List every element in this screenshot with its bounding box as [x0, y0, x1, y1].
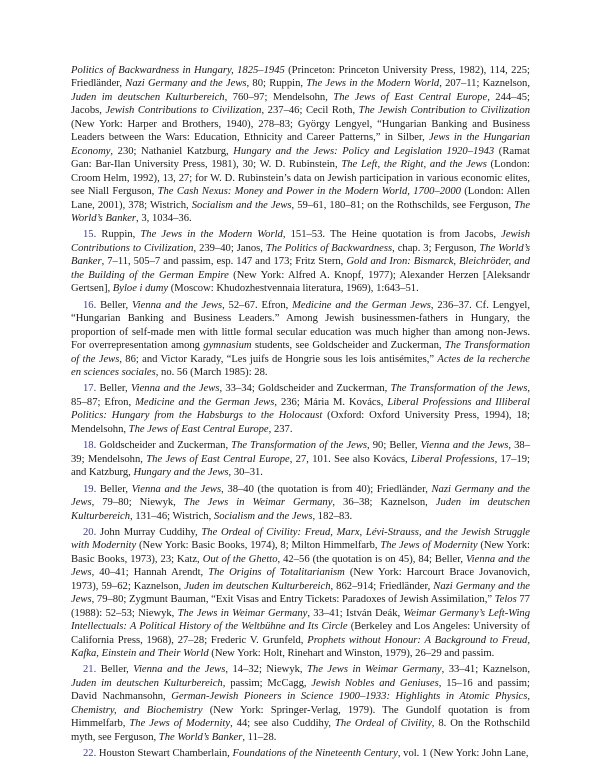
citation-title: Telos — [494, 594, 517, 606]
citation-title: Juden im deutschen Kulturbereich — [71, 677, 223, 689]
citation-text: , 33–41; István Deák, — [307, 607, 404, 619]
citation-title: Vienna and the Jews — [71, 553, 530, 579]
citation-title: Jews in the Hungarian Economy — [71, 132, 531, 157]
citation-text: , 14–32; Niewyk, — [225, 664, 308, 676]
citation-title: Nazi Germany and the Jews — [125, 78, 247, 90]
citation-text: , 8. On the Rothschild myth, see Ferguson, — [71, 718, 530, 743]
citation-text: (Princeton: Princeton University Press, 1982), 114, 225; Friedländer, — [71, 65, 530, 90]
footnote-number: 21. — [83, 664, 97, 676]
citation-text: (New York: Harcourt Brace Jovanovich, 1973), 59–62; Kaznelson, — [71, 567, 530, 592]
citation-title: Nazi Germany and the Jews — [71, 580, 530, 606]
citation-text: , 230; Nathaniel Katzburg, — [110, 145, 234, 157]
citation-title: Medicine and the German Jews — [292, 299, 431, 311]
citation-text: , 38–39; Mendelsohn, — [71, 440, 530, 465]
citation-title: Vienna and the Jews — [420, 440, 509, 452]
citation-text: , 862–914; Friedländer, — [330, 580, 434, 592]
citation-text: (New York: Basic Books, 1974), 8; Milton Himmelfarb, — [136, 540, 381, 552]
citation-title: Vienna and the Jews — [130, 383, 220, 395]
citation-title: Jewish Contributions to Civilization — [71, 229, 530, 254]
citation-title: Out of the Ghetto — [202, 553, 278, 565]
citation-title: Juden im deutschen Kulturbereich — [71, 497, 530, 522]
citation-title: Hungary and the Jews: Policy and Legislation 1920–1943 — [233, 145, 495, 157]
citation-text: Ruppin, — [96, 229, 141, 241]
citation-text: , 40–41; Hannah Arendt, — [91, 567, 209, 579]
citation-text: , 236; Mária M. Kovács, — [274, 396, 388, 408]
citation-text: (Berkeley and Los Angeles: University of California Press, 1968), 27–28; Frederic V. Grunfeld, — [71, 621, 530, 646]
citation-text: , 237–46; Cecil Roth, — [261, 105, 359, 117]
citation-title: The Transformation of the Jews — [390, 383, 528, 395]
citation-text: , vol. 1 (New York: John Lane, — [397, 748, 529, 760]
citation-title: The Transformation of the Jews — [231, 440, 368, 452]
citation-text: , 44; see also Cuddihy, — [230, 718, 336, 730]
citation-title: Juden im deutschen Kulturbereich — [184, 580, 331, 592]
citation-title: The Politics of Backwardness — [265, 242, 393, 254]
citation-text: , 131–46; Wistrich, — [130, 510, 214, 522]
citation-title: The Cash Nexus: Money and Power in the Modern World, 1700–2000 — [157, 186, 461, 198]
citation-text: Beller, — [96, 483, 132, 495]
footnote — [71, 299, 530, 380]
citation-title: The Transformation of the Jews — [71, 340, 530, 365]
footnote-number: 20. — [83, 526, 97, 538]
citation-title: German-Jewish Pioneers in Science 1900–1933: Highlights in Atomic Physics, Chemistry, and Biochemistry — [71, 691, 530, 716]
citation-text: (London: Allen Lane, 2001), 378; Wistrich, — [71, 186, 530, 211]
citation-text: Houston Stewart Chamberlain, — [96, 748, 233, 760]
citation-title: gymnasium — [203, 340, 252, 352]
citation-text: (Ramat Gan: Bar-Ilan University Press, 1981), 30; W. D. Rubinstein, — [71, 145, 530, 171]
footnote-number: 15. — [83, 229, 97, 241]
citation-text: (Moscow: Khudozhestvennaia literatura, 1969), 1:643–51. — [168, 283, 419, 295]
citation-text: , 207–11; Kaznelson, — [439, 78, 531, 90]
citation-title: The Jews in the Modern World — [306, 78, 440, 90]
citation-text: , 151–53. The Heine quotation is from Jacobs, — [282, 229, 502, 241]
citation-title: The World’s Banker — [71, 242, 531, 268]
citation-title: The World’s Banker — [71, 199, 531, 224]
citation-text: , chap. 3; Ferguson, — [392, 242, 480, 254]
footnote — [71, 747, 530, 760]
citation-text: students, see Goldscheider and Zuckerman, — [251, 340, 445, 352]
citation-title: Gold and Iron: Bismarck, Bleichröder, and the Building of the German Empire — [71, 256, 531, 281]
citation-text: John Murray Cuddihy, — [96, 526, 202, 538]
citation-title: Juden im deutschen Kulturbereich — [71, 91, 225, 103]
citation-title: The World’s Banker — [158, 731, 243, 743]
citation-text: , 760–97; Mendelsohn, — [224, 91, 334, 103]
citation-title: The Jews of Modernity — [129, 718, 231, 730]
citation-text: , 79–80; Zygmunt Bauman, “Exit Visas and Entry Tickets: Paradoxes of Jewish Assimilation,” — [91, 594, 495, 606]
citation-text: Beller, — [96, 299, 132, 311]
citation-text: , 80; Ruppin, — [246, 78, 307, 90]
citation-text: , 237. — [268, 423, 293, 435]
citation-title: The Left, the Right, and the Jews — [341, 159, 487, 171]
footnote-number: 16. — [83, 299, 97, 311]
citation-text: , 236–37. Cf. Lengyel, “Hungarian Banking and Business Leaders.” Among Jewish businessmen-fathers in Hungary, the proportion of self-made men with little formal secular education was much higher than among non-Jews. For overrepresentation among — [71, 299, 531, 352]
citation-text: (Oxford: Oxford University Press, 1994), 18; Mendelsohn, — [71, 410, 530, 435]
citation-text: , 11–28. — [242, 731, 277, 743]
citation-title: The Jews of East Central Europe — [128, 423, 269, 435]
citation-text: , 36–38; Kaznelson, — [332, 497, 436, 509]
citation-text: (London: Croom Helm, 1992), 13, 27; for W. D. Rubinstein’s data on Jewish participation in various economic elites, see Niall Ferguson, — [71, 159, 530, 198]
citation-text: , 86; and Victor Karady, “Les juifs de Hongrie sous les lois antisémites,” — [119, 353, 438, 365]
citation-title: Liberal Professions — [410, 453, 495, 465]
footnote — [71, 526, 530, 661]
citation-text: , 7–11, 505–7 and passim, esp. 147 and 173; Fritz Stern, — [101, 256, 347, 268]
citation-text: , 85–87; Efron, — [71, 383, 531, 408]
citation-text: , 90; Beller, — [367, 440, 421, 452]
citation-title: Jewish Nobles and Geniuses — [311, 677, 439, 689]
citation-text: , 27, 101. See also Kovács, — [289, 453, 411, 465]
citation-title: The Jews of East Central Europe — [333, 91, 488, 103]
citation-title: Weimar Germany’s Left-Wing Intellectuals: A Political History of the Weltbühne and Its Circle — [71, 607, 531, 633]
citation-title: The Jews of Modernity — [380, 540, 478, 552]
citation-text: , 239–40; Janos, — [193, 242, 266, 254]
citation-title: The Origins of Totalitarianism — [208, 567, 345, 579]
citation-text: (New York: Harper and Brothers, 1940), 278–83; György Lengyel, “Hungarian Banking and Business Leaders between the Wars: Education, Ethnicity and Career Patterns,” in Silber, — [71, 118, 530, 144]
citation-title: The Jews in Weimar Germany — [307, 664, 442, 676]
citation-text: Beller, — [96, 664, 134, 676]
citation-text: (New York: Springer-Verlag, 1979). The Gundolf quotation is from Himmelfarb, — [71, 704, 530, 730]
citation-title: Prophets without Honour: A Background to Freud, Kafka, Einstein and Their World — [71, 634, 530, 660]
citation-text: , 59–61, 180–81; on the Rothschilds, see Ferguson, — [291, 199, 515, 211]
citation-text: , 38–40 (the quotation is from 40); Friedländer, — [221, 483, 432, 495]
citation-title: The Jewish Contribution to Civilization — [358, 105, 531, 117]
citation-text: Goldscheider and Zuckerman, — [96, 440, 232, 452]
citation-title: The Jews in Weimar Germany — [183, 497, 333, 509]
citation-title: The Ordeal of Civility — [335, 718, 432, 730]
citation-text: , 33–34; Goldscheider and Zuckerman, — [219, 383, 391, 395]
citation-text: , 182–83. — [312, 510, 353, 522]
citation-title: The Ordeal of Civility: Freud, Marx, Lévi-Strauss, and the Jewish Struggle with Modernity — [71, 526, 530, 552]
citation-title: Foundations of the Nineteenth Century — [232, 748, 398, 760]
footnote — [71, 663, 530, 744]
citation-title: Byloe i dumy — [112, 283, 169, 295]
citation-text: , passim; McCagg, — [222, 677, 312, 689]
citation-title: Politics of Backwardness in Hungary, 1825–1945 — [71, 65, 285, 76]
citation-text: , 3, 1034–36. — [136, 212, 192, 224]
citation-text: , 244–45; Jacobs, — [71, 91, 530, 117]
footnote-number: 19. — [83, 483, 97, 495]
citation-title: Vienna and the Jews — [131, 483, 222, 495]
citation-title: Socialism and the Jews — [213, 510, 313, 522]
citation-text: , 30–31. — [228, 467, 263, 479]
citation-title: Medicine and the German Jews — [135, 396, 275, 408]
citation-text: , 79–80; Niewyk, — [91, 497, 184, 509]
footnote-number: 17. — [83, 383, 97, 395]
citation-title: Jewish Contributions to Civilization — [105, 105, 262, 117]
footnote — [71, 439, 530, 479]
footnote — [71, 228, 530, 295]
citation-title: Vienna and the Jews — [133, 664, 226, 676]
footnote — [71, 382, 530, 436]
citation-title: The Jews of East Central Europe — [146, 453, 290, 465]
citation-text: , no. 56 (March 1985): 28. — [155, 366, 268, 378]
citation-text: (New York: Alfred A. Knopf, 1977); Alexander Herzen [Aleksandr Gertsen], — [71, 269, 530, 295]
citation-title: Hungary and the Jews — [133, 467, 229, 479]
footnote — [71, 483, 530, 523]
citation-text: , 15–16 and passim; David Nachmansohn, — [71, 677, 530, 703]
footnote-continuation — [71, 64, 530, 225]
citation-title: The Jews in the Modern World — [140, 229, 283, 241]
citation-title: Vienna and the Jews — [132, 299, 223, 311]
citation-title: Liberal Professions and Illiberal Politics: Hungary from the Habsburgs to the Holocaust — [71, 396, 530, 422]
citation-text: , 42–56 (the quotation is on 45), 84; Beller, — [277, 553, 466, 565]
citation-text: (New York: Holt, Rinehart and Winston, 1979), 26–29 and passim. — [208, 648, 495, 660]
citation-title: Nazi Germany and the Jews — [71, 483, 531, 509]
citation-text: , 17–19; and Katzburg, — [71, 453, 530, 479]
citation-title: The Jews in Weimar Germany — [177, 607, 308, 619]
citation-text: , 33–41; Kaznelson, — [441, 664, 530, 676]
citation-title: Actes de la recherche en sciences sociales — [71, 353, 530, 378]
citation-text: , 52–67. Efron, — [222, 299, 293, 311]
footnote-number: 18. — [83, 440, 97, 452]
citation-text: (New York: Basic Books, 1973), 23; Katz, — [71, 540, 530, 565]
footnote-number: 22. — [83, 748, 97, 760]
citation-title: Socialism and the Jews — [191, 199, 292, 211]
citation-text: Beller, — [96, 383, 131, 395]
citation-text: 77 (1988): 52–53; Niewyk, — [71, 594, 530, 619]
